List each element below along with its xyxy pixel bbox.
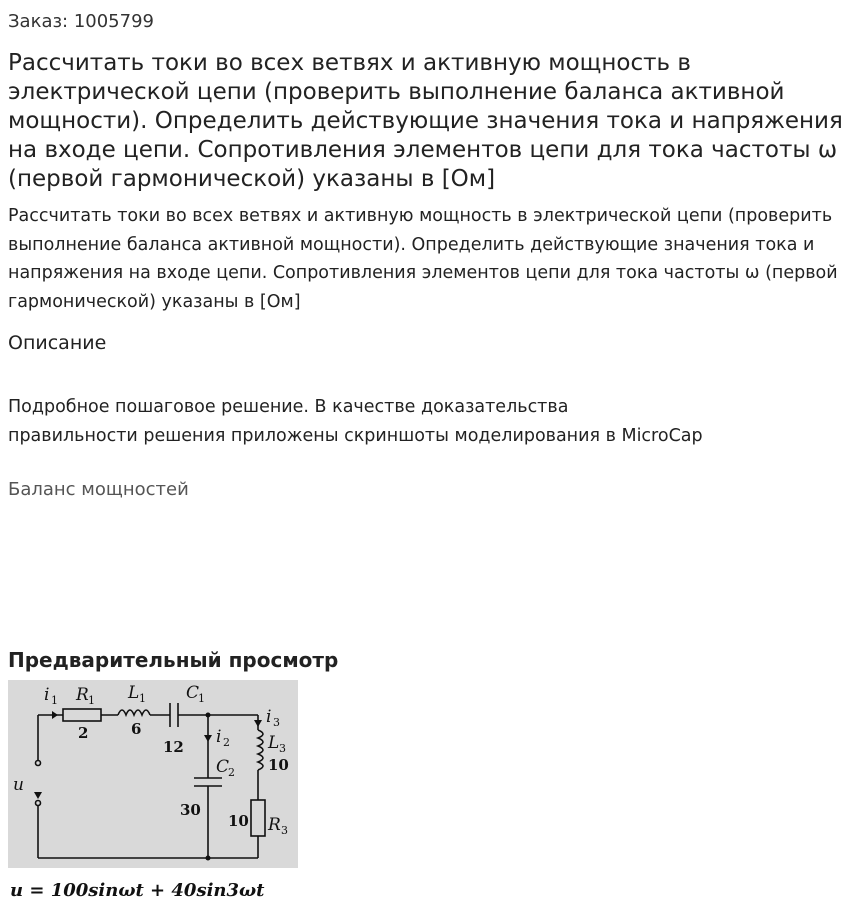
label-i2-sub: 2 [223,736,230,749]
value-R3: 10 [228,812,249,830]
label-L1-sub: 1 [139,692,146,705]
solution-text [8,393,703,450]
label-R1: R [76,685,89,705]
preview-title: Предварительный просмотр [8,648,339,672]
label-C1-sub: 1 [198,692,205,705]
label-C1: C [186,683,200,703]
label-i3-sub: 3 [273,716,280,729]
label-L3-sub: 3 [279,742,286,755]
solution-line: правильности решения приложены скриншоты моделирования в MicroCap [8,425,703,446]
value-R1: 2 [78,724,89,742]
order-number: Заказ: 1005799 [8,11,154,32]
circuit-diagram [8,680,298,868]
label-R3: R [268,815,281,835]
label-u: u [13,775,24,795]
solution-line: Подробное пошаговое решение. В качестве доказательства [8,397,569,417]
label-L3: L [268,733,280,753]
voltage-formula: u = 100sinωt + 40sin3ωt [10,880,265,901]
section-title-description: Описание [8,332,107,354]
value-L1: 6 [131,720,142,738]
label-R3-sub: 3 [281,824,288,837]
label-i3: i [266,707,272,727]
circuit-preview-image [8,680,298,868]
task-description: Рассчитать токи во всех ветвях и активную мощность в электрической цепи (проверить выполнение баланса активной мощности). Определить действующие значения тока и напряжения на входе цепи. Сопротивления элементов цепи для тока частоты ω (первой гармонической) указаны в [Ом] [8,206,838,312]
label-i1-sub: 1 [51,694,58,707]
label-R1-sub: 1 [88,694,95,707]
balance-label: Баланс мощностей [8,479,189,500]
value-L3: 10 [268,756,289,774]
label-C2: C [216,757,230,777]
task-title: Рассчитать токи во всех ветвях и активную мощность в электрической цепи (проверить выполнение баланса активной мощности). Определить действующие значения тока и напряжения на входе цепи. Сопротивления элементов цепи для тока частоты ω (первой гармонической) указаны в [Ом] [8,50,843,192]
label-C2-sub: 2 [228,766,235,779]
value-C2: 30 [180,801,201,819]
label-i1: i [44,685,50,705]
value-C1: 12 [163,738,184,756]
label-L1: L [128,683,140,703]
label-i2: i [216,727,222,747]
